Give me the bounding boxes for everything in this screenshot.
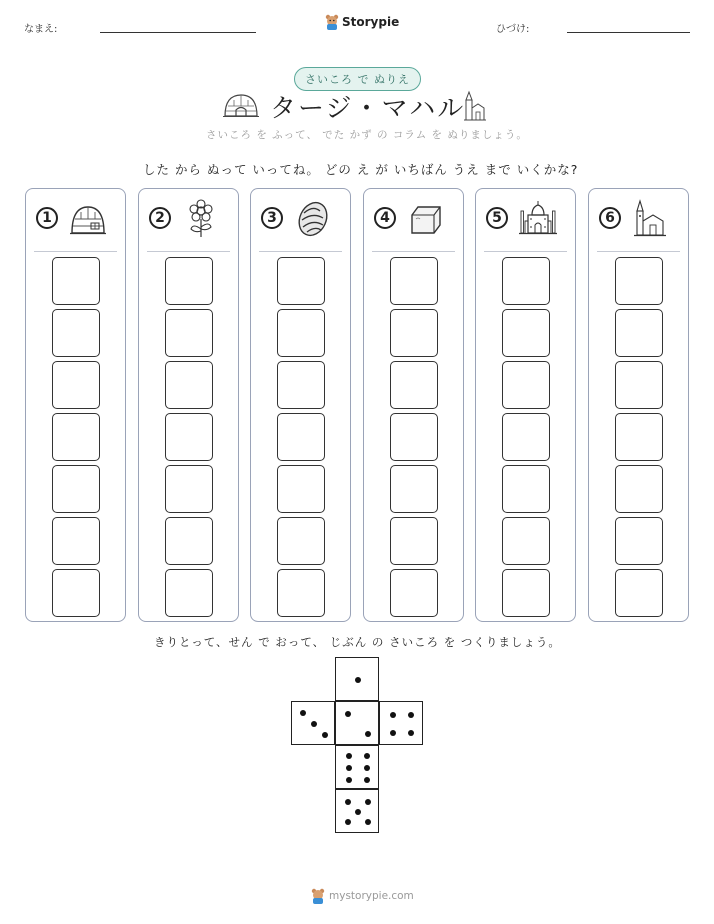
column-5 [475, 188, 576, 622]
dice-pip [408, 712, 414, 718]
column-divider [484, 251, 567, 252]
color-box[interactable] [165, 257, 213, 305]
column-number: 2 [149, 207, 171, 229]
color-box[interactable] [390, 309, 438, 357]
color-box[interactable] [615, 465, 663, 513]
column-divider [372, 251, 455, 252]
dice-pip [300, 710, 306, 716]
color-box[interactable] [165, 517, 213, 565]
brand-name: Storypie [342, 15, 400, 29]
dice-pip [390, 730, 396, 736]
dice-pip [364, 777, 370, 783]
dice-face-4 [379, 701, 423, 745]
dice-pip [346, 753, 352, 759]
color-box[interactable] [165, 309, 213, 357]
dice-face-1 [335, 657, 379, 701]
color-box[interactable] [615, 569, 663, 617]
color-box[interactable] [615, 413, 663, 461]
column-number: 6 [599, 207, 621, 229]
dice-face-6 [335, 745, 379, 789]
color-box[interactable] [52, 569, 100, 617]
color-box[interactable] [52, 361, 100, 409]
dice-pip [365, 819, 371, 825]
dice-pip [364, 753, 370, 759]
flower-icon [181, 199, 221, 239]
church-icon [631, 199, 671, 239]
column-divider [259, 251, 342, 252]
dice-pip [346, 777, 352, 783]
color-box[interactable] [52, 465, 100, 513]
column-number: 1 [36, 207, 58, 229]
color-box[interactable] [277, 465, 325, 513]
color-box[interactable] [52, 517, 100, 565]
dice-pip [322, 732, 328, 738]
brand-logo [325, 14, 399, 30]
color-box[interactable] [390, 517, 438, 565]
bear-logo-icon [325, 14, 339, 30]
taj-mahal-icon [518, 199, 558, 239]
color-box[interactable] [502, 569, 550, 617]
column-number: 5 [486, 207, 508, 229]
color-box[interactable] [52, 413, 100, 461]
color-box[interactable] [277, 569, 325, 617]
color-box[interactable] [277, 517, 325, 565]
column-4 [363, 188, 464, 622]
color-box[interactable] [277, 257, 325, 305]
dice-face-2 [335, 701, 379, 745]
name-label: なまえ: [24, 24, 58, 35]
column-2 [138, 188, 239, 622]
color-box[interactable] [615, 361, 663, 409]
cut-instruction: きりとって、せん で おって、 じぶん の さいころ を つくりましょう。 [154, 635, 561, 649]
church-title-icon [464, 90, 486, 122]
color-box[interactable] [165, 569, 213, 617]
igloo-icon [68, 199, 108, 239]
column-divider [147, 251, 230, 252]
stone-icon [293, 199, 333, 239]
dice-pip [390, 712, 396, 718]
color-box[interactable] [165, 413, 213, 461]
date-label: ひづけ: [496, 24, 530, 35]
color-box[interactable] [52, 309, 100, 357]
color-box[interactable] [502, 309, 550, 357]
color-box[interactable] [277, 413, 325, 461]
dice-pip [355, 809, 361, 815]
color-box[interactable] [390, 257, 438, 305]
subtitle: さいころ を ふって、 でた かず の コラム を ぬりましょう。 [206, 129, 528, 141]
color-box[interactable] [390, 465, 438, 513]
dice-pip [408, 730, 414, 736]
dice-pip [345, 799, 351, 805]
dice-face-5 [335, 789, 379, 833]
name-line [100, 32, 256, 33]
column-3 [250, 188, 351, 622]
dice-pip [365, 799, 371, 805]
column-1 [25, 188, 126, 622]
footer [311, 888, 414, 904]
column-divider [34, 251, 117, 252]
color-box[interactable] [502, 517, 550, 565]
color-box[interactable] [502, 413, 550, 461]
column-number: 3 [261, 207, 283, 229]
color-box[interactable] [615, 257, 663, 305]
bear-footer-icon [311, 888, 325, 904]
topic-badge: さいころ で ぬりえ [294, 67, 421, 91]
dice-pip [364, 765, 370, 771]
page-title: タージ・マハル [270, 94, 466, 124]
column-number: 4 [374, 207, 396, 229]
color-box[interactable] [502, 361, 550, 409]
color-box[interactable] [390, 361, 438, 409]
column-6 [588, 188, 689, 622]
dice-pip [345, 819, 351, 825]
color-box[interactable] [502, 465, 550, 513]
color-box[interactable] [615, 309, 663, 357]
color-box[interactable] [165, 361, 213, 409]
color-box[interactable] [390, 569, 438, 617]
dice-pip [355, 677, 361, 683]
color-box[interactable] [277, 309, 325, 357]
dice-pip [365, 731, 371, 737]
dice-pip [311, 721, 317, 727]
color-box[interactable] [390, 413, 438, 461]
color-box[interactable] [615, 517, 663, 565]
color-box[interactable] [165, 465, 213, 513]
color-box[interactable] [502, 257, 550, 305]
dice-pip [345, 711, 351, 717]
footer-site: mystorypie.com [329, 890, 414, 902]
block-icon [406, 199, 446, 239]
dice-face-3 [291, 701, 335, 745]
color-box[interactable] [52, 257, 100, 305]
date-line [567, 32, 690, 33]
column-divider [597, 251, 680, 252]
instruction: した から ぬって いってね。 どの え が いちばん うえ まで いくかな? [143, 162, 579, 177]
dice-pip [346, 765, 352, 771]
igloo-title-icon [222, 92, 260, 118]
color-box[interactable] [277, 361, 325, 409]
